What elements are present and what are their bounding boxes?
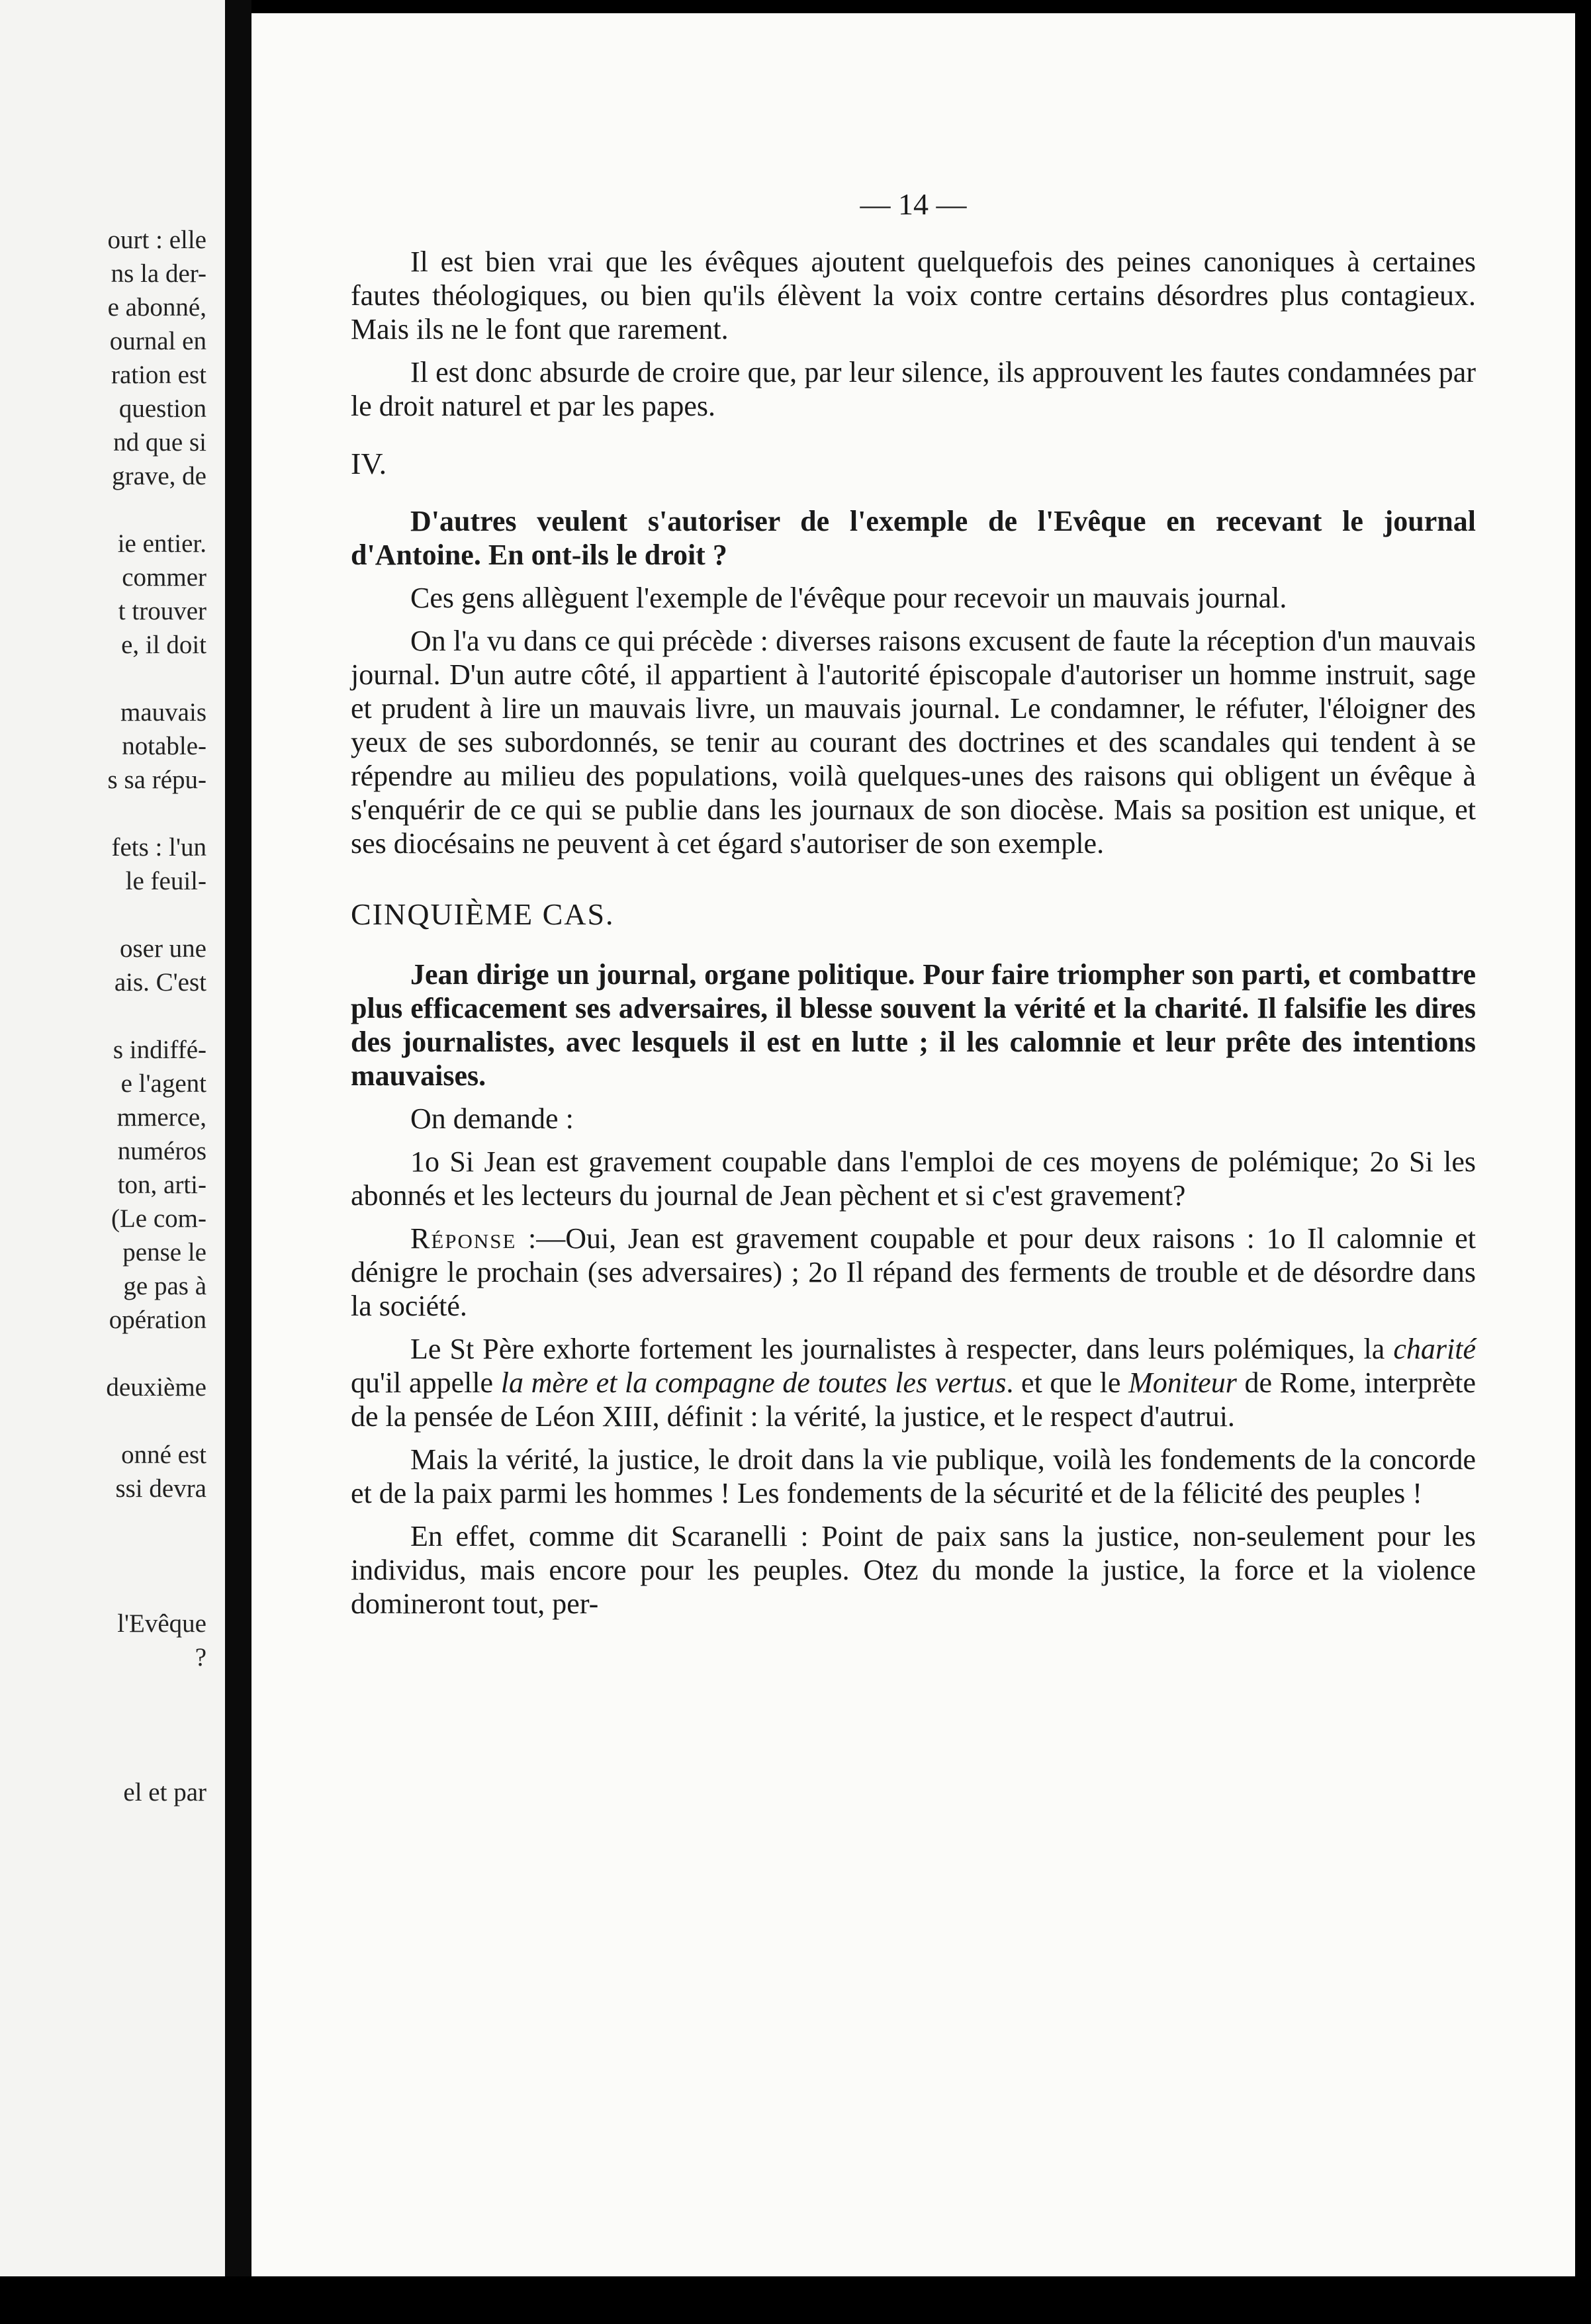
left-page-line: l'Evêque (117, 1609, 206, 1638)
left-page-line: e abonné, (107, 293, 206, 322)
left-page-line: le feuil- (125, 867, 206, 895)
st-pere-text-4: de Rome, interprète de la pensée de Léon XIII, définit : la vérité, la justice, et le respect d'autrui. (351, 1366, 1476, 1433)
left-page-line: deuxième (106, 1373, 206, 1402)
reponse-text: :—Oui, Jean est gravement coupable et pour deux raisons : 1o Il calomnie et dénigre le prochain (ses adversaires) ; 2o Il répand des ferments de trouble et de désordre dans la société. (351, 1222, 1476, 1322)
section-heading-iv: IV. (351, 447, 387, 480)
left-page-line: onné est (121, 1441, 206, 1469)
left-page-line: fets : l'un (111, 833, 206, 862)
page-body (351, 245, 1476, 1630)
st-pere-text-1: Le St Père exhorte fortement les journalistes à respecter, dans leurs polémiques, la (410, 1333, 1394, 1365)
paragraph-st-pere (351, 1332, 1476, 1433)
left-page-line: ns la der- (111, 259, 206, 288)
reponse-label: Réponse (410, 1222, 517, 1255)
left-page-line: e l'agent (120, 1069, 206, 1098)
left-page-line: commer (122, 563, 206, 592)
left-page-line: ournal en (109, 327, 206, 355)
left-page-line: opération (109, 1306, 206, 1334)
left-page-line: s indiffé- (113, 1036, 206, 1064)
left-page-line: notable- (122, 732, 206, 760)
left-page-line: e, il doit (121, 631, 206, 659)
left-page-line: ourt : elle (107, 226, 206, 254)
st-pere-mere: la mère et la compagne de toutes les vertus (500, 1366, 1007, 1399)
left-page-line: grave, de (112, 462, 206, 490)
left-page-line: ton, arti- (117, 1171, 206, 1199)
paragraph-verite: Mais la vérité, la justice, le droit dans la vie publique, voilà les fondements de la concorde et de la paix parmi les hommes ! Les fondements de la sécurité et de la félicité des peuples ! (351, 1443, 1476, 1509)
left-page-line: oser une (119, 934, 206, 963)
left-page-line: ais. C'est (114, 968, 206, 997)
left-page-line: ration est (111, 361, 206, 389)
left-page-line: nd que si (113, 428, 206, 457)
left-page-line: pense le (122, 1238, 206, 1267)
paragraph-scaranelli: En effet, comme dit Scaranelli : Point de paix sans la justice, non-seulement pour les individus, mais encore pour les peuples. Otez du monde la justice, la force et la violence domineront tout, per- (351, 1520, 1476, 1620)
page-number: — 14 — (860, 187, 967, 221)
paragraph-precede: On l'a vu dans ce qui précède : diverses raisons excusent de faute la réception d'un mauvais journal. D'un autre côté, il appartient à l'autorité épiscopale d'autoriser un homme instruit, sage et prudent à lire un mauvais livre, un mauvais journal. Le condamner, le réfuter, l'éloigner des yeux de ses subordonnés, se tenir au courant des doctrines et des scandales qui tendent à se répendre au milieu des populations, voilà quelques-unes des raisons qui obligent un évêque à s'enquérir de ce qui se publie dans les journaux de son diocèse. Mais sa position est unique, et ses diocésains ne peuvent à cet égard s'autoriser de son exemple. (351, 625, 1476, 860)
previous-page-fragment (0, 0, 225, 2276)
left-page-line: ie entier. (117, 529, 206, 558)
paragraph-eveques: Il est bien vrai que les évêques ajoutent quelquefois des peines canoniques à certaines fautes théologiques, ou bien qu'ils élèvent la voix contre certains désordres plus contagieux. Mais ils ne le font que rarement. (351, 246, 1476, 345)
left-page-line: el et par (123, 1778, 206, 1807)
left-page-line: mauvais (120, 698, 206, 727)
left-page-line: numéros (117, 1137, 206, 1165)
st-pere-text-2: qu'il appelle (351, 1366, 501, 1399)
paragraph-allegent: Ces gens allèguent l'exemple de l'évêque pour recevoir un mauvais journal. (410, 582, 1287, 614)
left-page-line: ssi devra (115, 1474, 206, 1503)
st-pere-charite: charité (1393, 1333, 1476, 1365)
case-description: Jean dirige un journal, organe politique. Pour faire triompher son parti, et combattre plus efficacement ses adversaires, il blesse souvent la vérité et la charité. Il falsifie les dires des journalistes, avec lesquels il est en lutte ; il les calomnie et leur prête des intentions mauvaises. (351, 958, 1476, 1092)
left-page-line: ge pas à (123, 1272, 206, 1300)
st-pere-moniteur: Moniteur (1128, 1366, 1237, 1399)
scan-bottom-edge (0, 2276, 1591, 2324)
book-gutter (225, 0, 251, 2324)
book-page (251, 13, 1575, 2276)
left-page-line: (Le com- (111, 1204, 206, 1233)
left-page-line: ? (195, 1643, 206, 1672)
left-page-line: mmerce, (116, 1103, 206, 1132)
left-page-line: t trouver (118, 597, 206, 625)
left-page-line: question (118, 394, 206, 423)
st-pere-text-3: . et que le (1006, 1366, 1129, 1399)
case-questions: 1o Si Jean est gravement coupable dans l'emploi de ces moyens de polémique; 2o Si les abonnés et les lecteurs du journal de Jean pèchent et si c'est gravement? (351, 1145, 1476, 1212)
heading-cinquieme-cas: CINQUIÈME CAS. (351, 897, 615, 931)
on-demande: On demande : (410, 1102, 574, 1135)
paragraph-reponse (351, 1222, 1476, 1323)
left-page-line: s sa répu- (107, 766, 206, 794)
question-iv: D'autres veulent s'autoriser de l'exemple de l'Evêque en recevant le journal d'Antoine. En ont-ils le droit ? (351, 505, 1476, 571)
paragraph-absurde: Il est donc absurde de croire que, par leur silence, ils approuvent les fautes condamnées par le droit naturel et par les papes. (351, 356, 1476, 422)
